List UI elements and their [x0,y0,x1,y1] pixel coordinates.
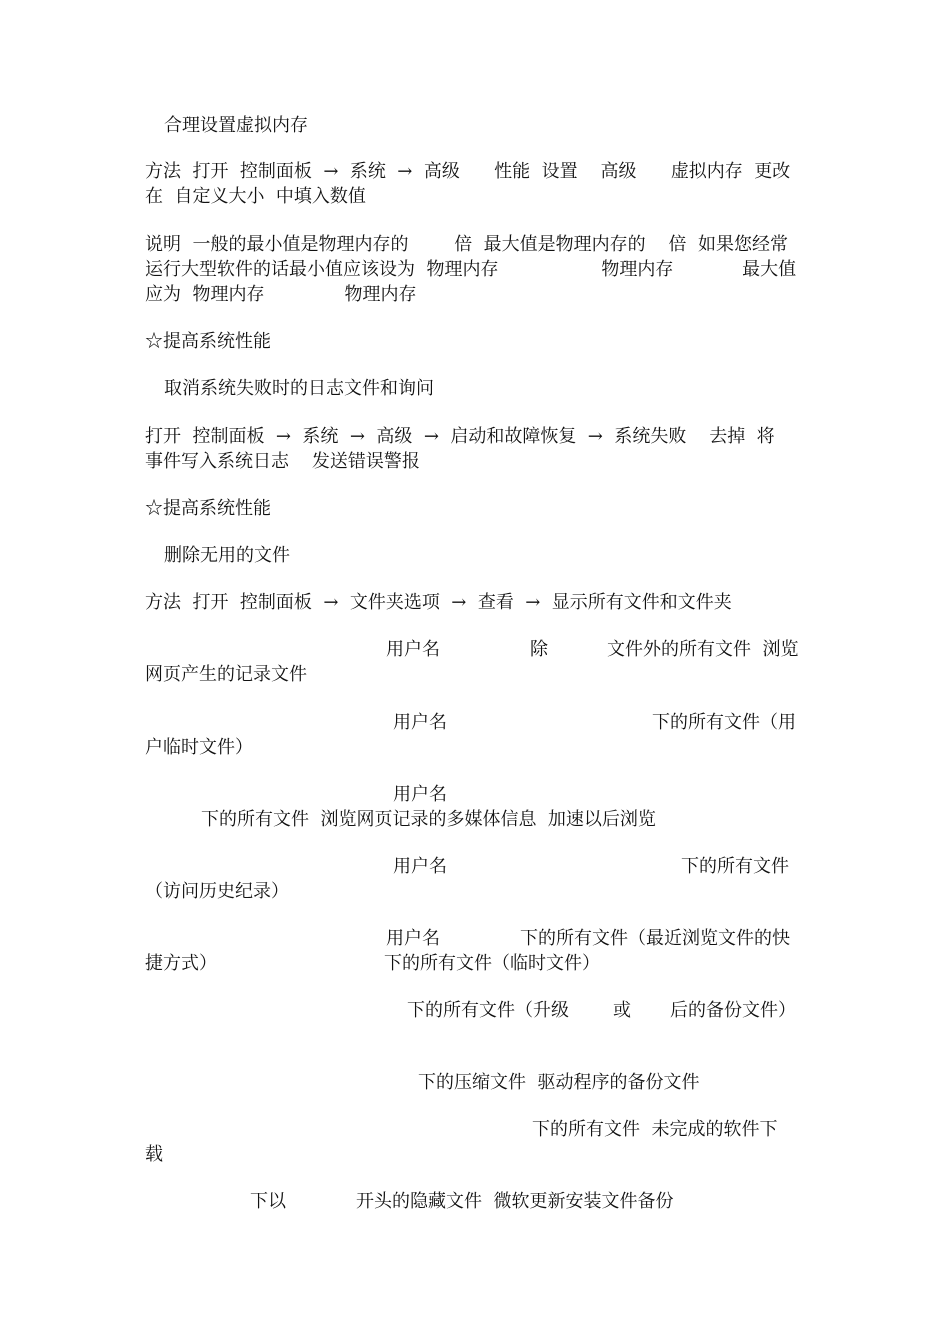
paragraph-line: 在 自定义大小 中填入数值 [145,186,366,207]
path-fragment: 后的备份文件） [670,1000,796,1021]
subheading: 删除无用的文件 [164,545,290,566]
path-fragment: 用户名 [386,928,440,949]
paragraph-line: 事件写入系统日志 发送错误警报 [145,451,420,472]
paragraph-line: 方法 打开 控制面板 → 文件夹选项 → 查看 → 显示所有文件和文件夹 [145,592,732,613]
path-fragment: 下的压缩文件 驱动程序的备份文件 [418,1072,700,1093]
path-fragment: 用户名 [393,712,447,733]
path-fragment: 用户名 [393,784,447,805]
path-fragment: 开头的隐藏文件 微软更新安装文件备份 [356,1191,674,1212]
paragraph-line: 应为 物理内存 物理内存 [145,284,417,305]
paragraph-line: 方法 打开 控制面板 → 系统 → 高级 性能 设置 高级 虚拟内存 更改 [145,161,791,182]
paragraph-line: 户临时文件） [145,737,253,758]
path-fragment: 除 [530,639,548,660]
heading-virtual-memory: 合理设置虚拟内存 [164,115,308,136]
path-fragment: 下的所有文件（临时文件） [384,953,600,974]
path-fragment: 下以 [250,1191,286,1212]
path-fragment: 下的所有文件（升级 [407,1000,569,1021]
path-fragment: 文件外的所有文件 浏览 [607,639,799,660]
paragraph-line: 载 [145,1144,163,1165]
path-fragment: 或 [613,1000,631,1021]
paragraph-line: 运行大型软件的话最小值应该设为 物理内存 物理内存 最大值 [145,259,797,280]
paragraph-line: 说明 一般的最小值是物理内存的 倍 最大值是物理内存的 倍 如果您经常 [145,234,788,255]
path-fragment: 用户名 [393,856,447,877]
section-heading: ☆提高系统性能 [145,331,271,352]
subheading: 取消系统失败时的日志文件和询问 [164,378,434,399]
paragraph-line: 打开 控制面板 → 系统 → 高级 → 启动和故障恢复 → 系统失败 去掉 将 [145,426,775,447]
path-fragment: 下的所有文件 未完成的软件下 [532,1119,778,1140]
path-fragment: 下的所有文件（最近浏览文件的快 [520,928,790,949]
path-fragment: 下的所有文件 [681,856,789,877]
paragraph-line: 网页产生的记录文件 [145,664,307,685]
paragraph-line: （访问历史纪录） [145,881,289,902]
path-fragment: 用户名 [386,639,440,660]
section-heading: ☆提高系统性能 [145,498,271,519]
paragraph-line: 下的所有文件 浏览网页记录的多媒体信息 加速以后浏览 [201,809,656,830]
path-fragment: 下的所有文件（用 [652,712,796,733]
paragraph-line: 捷方式） [145,953,217,974]
